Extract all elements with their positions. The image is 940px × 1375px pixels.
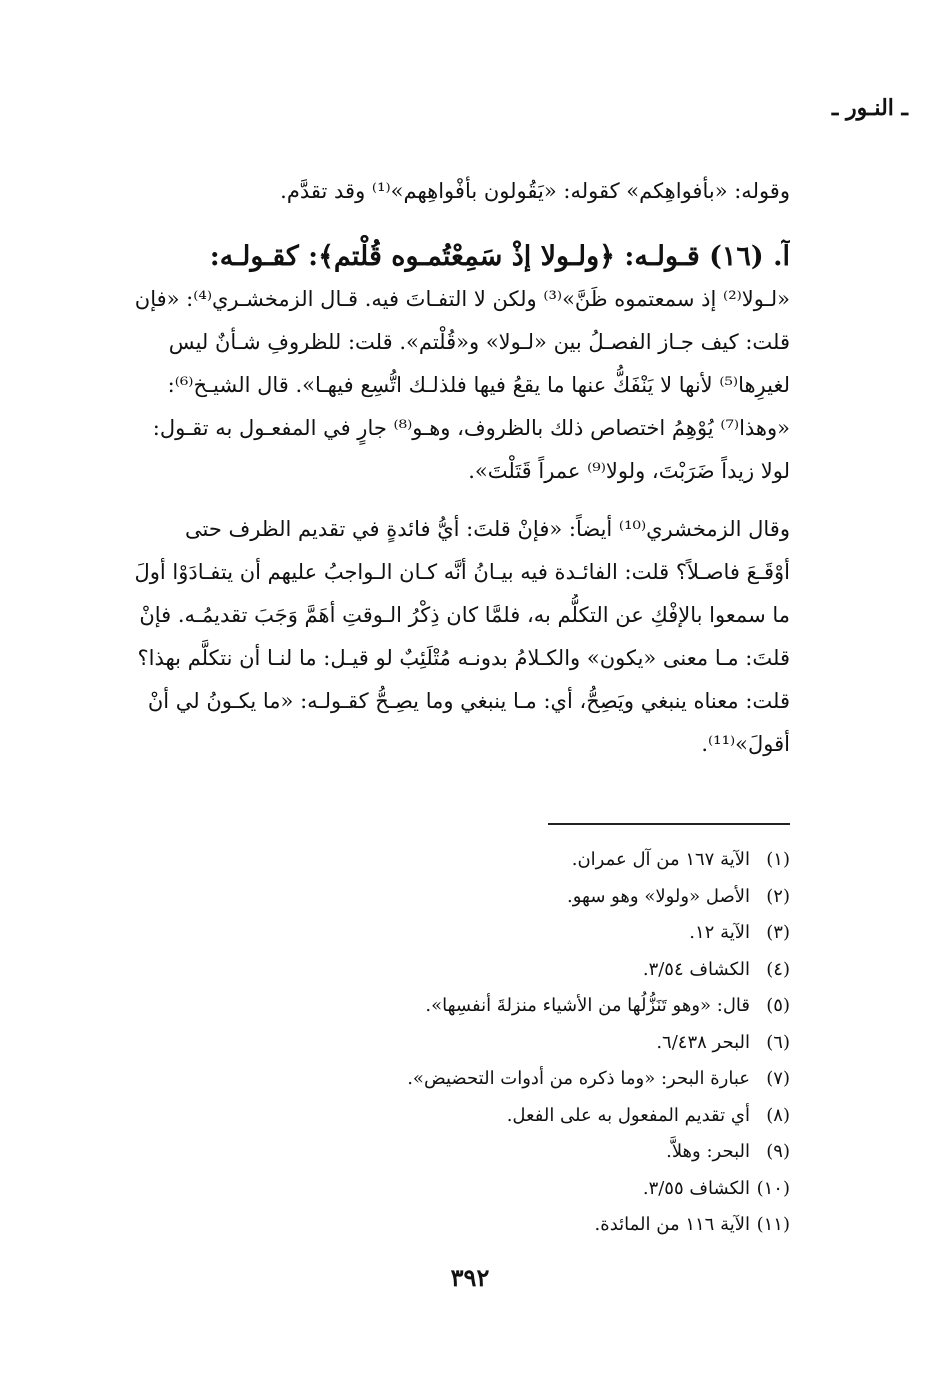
footnote-number: (٧)	[766, 1068, 790, 1089]
footnote-number: (٦)	[766, 1031, 790, 1053]
footnote-text: البحر: وهلاَّ.	[666, 1141, 750, 1162]
text-line: «لـولا⁽²⁾ إذ سمعتموه ظَنَّ»⁽³⁾ ولكن لا التفـاتَ فيه. قـال الزمخشـري⁽⁴⁾: «فإن	[134, 287, 790, 311]
footnote-text: الكشاف ٣/٥٤.	[642, 958, 750, 980]
footnote-item	[150, 1134, 790, 1171]
text-line: وقوله: «بأفواهِكم» كقوله: «يَقُولون بأفْواهِهم»⁽¹⁾ وقد تقدَّم.	[280, 179, 790, 203]
text-line: أقولَ»⁽¹¹⁾.	[701, 732, 790, 756]
text-line: لولا زيداً ضَرَبْتَ، ولولا⁽⁹⁾ عمراً قَتَلْتَ».	[468, 459, 790, 483]
footnote-number: (٨)	[766, 1104, 790, 1126]
footnote-text: أي تقديم المفعول به على الفعل.	[506, 1104, 750, 1126]
footnote-text: الأصل «ولولا» وهو سهو.	[567, 885, 750, 907]
footnote-item	[150, 1098, 790, 1135]
text-line: وقال الزمخشري⁽¹⁰⁾ أيضاً: «فإنْ قلتَ: أيُّ فائدةٍ في تقديم الظرف حتى	[185, 517, 790, 541]
footnote-divider	[548, 823, 790, 825]
text-line: «وهذا⁽⁷⁾ يُوْهِمُ اختصاص ذلك بالظروف، وهـو⁽⁸⁾ جارٍ في المفعـول به تقـول:	[152, 416, 790, 440]
footnote-item	[150, 988, 790, 1025]
footnote-item	[150, 1171, 790, 1208]
footnote-number: (١١)	[756, 1214, 790, 1235]
footnote-number: (٢)	[766, 885, 790, 907]
verse-heading-line: آ. (١٦) قـولـه: ﴿ولـولا إذْ سَمِعْتُمـوه قُلْتم﴾: كقـولـه:	[209, 241, 790, 272]
footnote-item	[150, 879, 790, 916]
text-line: ما سمعوا بالإفْكِ عن التكلُّم به، فلمَّا كان ذِكْرُ الـوقتِ أهَمَّ وَجَبَ تقديمُـه. فإنْ	[139, 603, 790, 627]
footnote-number: (١٠)	[756, 1177, 790, 1199]
footnote-text: الآية ١٦٧ من آل عمران.	[571, 849, 750, 870]
footnotes	[150, 842, 790, 1244]
footnote-item	[150, 1061, 790, 1098]
running-header: ـ النـور ـ	[831, 95, 908, 121]
footnote-text: الآية ١١٦ من المائدة.	[594, 1214, 750, 1235]
footnote-number: (٥)	[766, 995, 790, 1016]
footnote-number: (٩)	[766, 1141, 790, 1162]
footnote-text: البحر ٦/٤٣٨.	[656, 1031, 750, 1053]
text-line: قلت: معناه ينبغي ويَصِحُّ، أي: مـا ينبغي وما يصِـحُّ كقـولـه: «ما يكـونُ لي أنْ	[147, 689, 790, 713]
text-line: أوْقَـعَ فاصـلاً؟ قلت: الفائـدة فيه بيـانُ أنَّه كـان الـواجبُ عليهم أن يتفـادَوْا أولَ	[134, 560, 790, 584]
paragraph-3	[112, 508, 790, 766]
paragraph-1	[112, 170, 790, 213]
footnote-item	[150, 1025, 790, 1062]
footnote-text: الكشاف ٣/٥٥.	[642, 1177, 750, 1199]
text-line: قلت: كيف جـاز الفصـلُ بين «لـولا» و«قُلْتم». قلت: للظروفِ شـأنٌ ليس	[168, 330, 790, 354]
text-line: لغيرِها⁽⁵⁾ لأنها لا يَنْفَكُّ عنها ما يقعُ فيها فلذلـك اتُّسِع فيهـا». قال الشيـخ⁽⁶⁾:	[167, 373, 790, 397]
footnote-number: (٣)	[766, 922, 790, 943]
text-line: قلتَ: مـا معنى «يكون» والكـلامُ بدونـه مُتْلَئِبٌ لو قيـل: ما لنـا أن نتكلَّم بهذا؟	[137, 646, 790, 670]
footnote-item	[150, 842, 790, 879]
footnote-text: عبارة البحر: «وما ذكره من أدوات التحضيض».	[407, 1068, 750, 1089]
footnote-item	[150, 1207, 790, 1244]
footnote-item	[150, 952, 790, 989]
footnote-number: (١)	[766, 849, 790, 870]
footnote-number: (٤)	[766, 958, 790, 980]
paragraph-2	[112, 235, 790, 493]
footnote-item	[150, 915, 790, 952]
footnote-text: الآية ١٢.	[689, 922, 750, 943]
footnote-text: قال: «وهو تَنَزُّلُها من الأشياء منزلةَ أنفسِها».	[425, 995, 750, 1016]
page-number: ٣٩٢	[450, 1263, 490, 1292]
